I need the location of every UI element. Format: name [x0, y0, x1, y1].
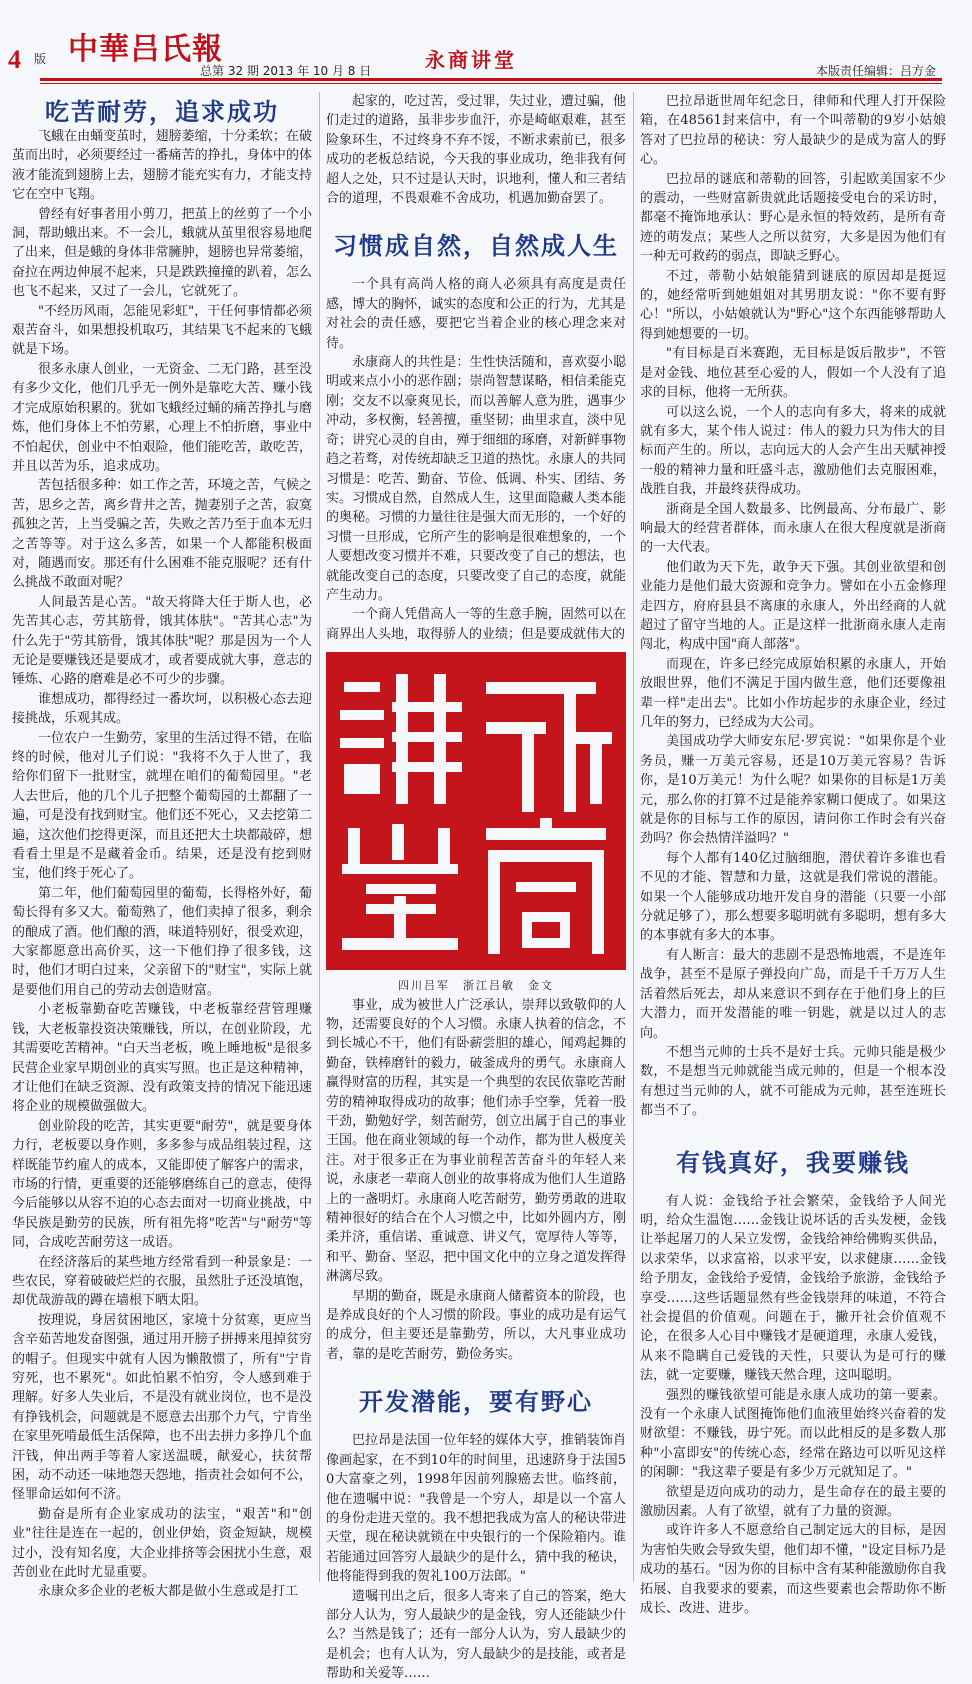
paragraph: 巴拉昂逝世周年纪念日，律师和代理人打开保险箱，在48561封来信中，有一个叫蒂勒的9岁小姑娘答对了巴拉昂的秘诀：穷人最缺少的是成为富人的野心。: [640, 94, 946, 168]
seal-graphic: [326, 652, 626, 970]
paragraph: 巴拉昂是法国一位年轻的媒体大亨，推销装饰肖像画起家，在不到10年的时间里，迅速跻身于法国50大富豪之列，1998年因前列腺癌去世。临终前，他在遗嘱中说："我曾是一个穷人，却是以一个富人的身份走进天堂的。我不想把我成为富人的秘诀带进天堂，现在秘诀就锁在中央银行的一个保险箱内。谁若能通过回答穷人最缺少的是什么，猜中我的秘诀，他将能得到我的贺礼100万法郎。": [326, 1433, 626, 1585]
paragraph: 或许许多人不愿意给自己制定远大的目标，是因为害怕失败会导致失望，他们却不懂，"设定目标乃是成功的基石。"因为你的目标中含有某种能激励你自我拓展、自我要求的要素，而这些要素也会帮助你不断成长、改进、进步。: [640, 1523, 946, 1617]
paragraph: "有目标是百米赛跑，无目标是饭后散步"，不管是对金钱、地位甚至心爱的人，假如一个人没有了追求的目标，他将一无所获。: [640, 346, 946, 401]
column-title: 永商讲堂: [425, 48, 517, 72]
article-body-habit: [326, 275, 626, 644]
paragraph: 小老板靠勤奋吃苦赚钱，中老板靠经营管理赚钱，大老板靠投资决策赚钱，所以，在创业阶段，尤其需要吃苦精神。"白天当老板，晚上睡地板"是很多民营企业家早期创业的真实写照。也正是这种精神，才让他们在缺乏资源、没有政策支持的情况下能迅速将企业的规模做强做大。: [12, 1002, 312, 1115]
column-2: [326, 92, 626, 1684]
newspaper-logo: 中華吕氏報: [68, 32, 223, 67]
paragraph: 按理说，身居贫困地区，家境十分贫寒，更应当含辛茹苦地发奋图强，通过用开膀子拼搏来甩掉贫穷的帽子。但现实中就有人因为懒散惯了，所有"宁肯穷死，也不累死"。如此怕累不怕穷，令人感到难于理解。好多人失业后，不是没有就业岗位，也不是没有挣钱机会，问题就是不愿意去出那个力气，宁肯坐在家里死啃最低生活保障，也不出去拼力多挣几个血汗钱，伸出两手等着人家送温暖，献爱心，扶贫帮困，动不动还一味地怨天怨地，指责社会如何不公，怪罪命运如何不济。: [12, 1312, 312, 1503]
paragraph: 浙商是全国人数最多、比例最高、分布最广、影响最大的经营者群体，而永康人在很大程度就是浙商的一大代表。: [640, 501, 946, 556]
paragraph: 飞蛾在由蛹变茧时，翅膀萎缩，十分柔软；在破茧而出时，必须要经过一番痛苦的挣扎，身体中的体液才能流到翅膀上去，翅膀才能充实有力，才能支持它在空中飞翔。: [12, 129, 312, 203]
article-heading-potential: 开发潜能，要有野心: [359, 1387, 593, 1417]
article-body-continued: [326, 92, 626, 208]
paragraph: 有人说：金钱给予社会繁荣，金钱给予人间光明，给众生温饱……金钱让说坏话的舌头发梗，金钱让举起屠刀的人呆立发愣，金钱给神给佛购买供品，以求荣华，以求富裕，以求平安，以求健康……金钱给予朋友，金钱给予爱情，金钱给予旅游，金钱给予享受……这些话题显然有些金钱崇拜的味道，不符合社会提倡的价值观。问题在于，撇开社会价值观不论，在很多人心目中赚钱才是硬道理，永康人爱钱，从来不隐瞒自己爱钱的天性，只要认为是可行的赚法，就一定要赚，赚钱天然合理，这叫聪明。: [640, 1193, 946, 1384]
paragraph: 创业阶段的吃苦，其实更要"耐劳"，就是要身体力行，老板要以身作则，多多参与成品组装过程，这样既能节约雇人的成本，又能即使了解客户的需求，市场的行情，更重要的还能够磨练自己的意志，使得今后能够以从容不迫的心态去面对一切商业挑战，中华民族是勤劳的民族，所有祖先将"吃苦"与"耐劳"等同，合成吃苦耐劳这一成语。: [12, 1118, 312, 1251]
paragraph: 而现在，许多已经完成原始积累的永康人，开始放眼世界，他们不满足于国内做生意，他们还要像祖辈一样"走出去"。比如小作坊起步的永康企业，经过几年的努力，已经成为大公司。: [640, 656, 946, 730]
page-suffix: 版: [34, 52, 47, 66]
paragraph: 美国成功学大师安东尼·罗宾说："如果你是个业务员，赚一万美元容易，还是10万美元容易？告诉你，是10万美元！为什么呢？如果你的目标是1万美元，那么你的打算不过是能养家糊口便成了。如果这就是你的目标与工作的原因，请问你工作时会有兴奋劲吗？你会热情洋溢吗？": [640, 734, 946, 847]
page-number: 4: [8, 45, 21, 74]
paragraph: 一位农户一生勤劳，家里的生活过得不错，在临终的时候，他对儿子们说："我将不久于人世了，我给你们留下一批财宝，就埋在咱们的葡萄园里。"老人去世后，他的几个儿子把整个葡萄园的土都翻了一遍，可是没有找到财宝。他们还不死心，又去挖第二遍，这次他们挖得更深，而且还把大土块都敲碎，想看看土里是不是藏着金币。结果，还是没有挖到财宝，他们终于死心了。: [12, 730, 312, 882]
paragraph: 有人断言：最大的悲剧不是恐怖地震，不是连年战争，甚至不是原子弹投向广岛，而是千千万万人生活着然后死去，却从来意识不到存在于他们身上的巨大潜力，而开发潜能的唯一钥匙，就是以过人的志向。: [640, 947, 946, 1041]
issue-info: 总第 32 期 2013 年 10 月 8 日: [200, 64, 372, 78]
paragraph: 早期的勤奋，既是永康商人储蓄资本的阶段，也是养成良好的个人习惯的阶段。事业的成功是有运气的成分，但主要还是靠勤劳，所以，大凡事业成功者，靠的是吃苦耐劳，勤俭务实。: [326, 1288, 626, 1362]
paragraph: 勤奋是所有企业家成功的法宝，"艰苦"和"创业"往往是连在一起的，创业伊始，资金短缺，规模过小，没有知名度，大企业排挤等会困扰小生意，艰苦创业在此时尤显重要。: [12, 1506, 312, 1581]
calligraphy-seal-image: [326, 652, 626, 970]
paragraph: 欲望是迈向成功的动力，是生命存在的最主要的激励因素。人有了欲望，就有了力量的资源。: [640, 1484, 946, 1520]
paragraph: 曾经有好事者用小剪刀，把茧上的丝剪了一个小洞，帮助蛾出来。不一会儿，蛾就从茧里很容易地爬了出来，但是蛾的身体非常臃肿，翅膀也异常萎缩，奋拉在两边伸展不起来，只是跌跌撞撞的趴着，怎么也飞不起来，又过了一会儿，它就死了。: [12, 206, 312, 300]
article-body-habit-continued: [326, 996, 626, 1365]
paragraph: 永康商人的共性是：生性快活随和，喜欢耍小聪明或来点小小的恶作剧；崇尚智慧谋略，相信柔能克刚；交友不以豪爽见长，而以善解人意为胜，遇事少冲动，多权衡，轻善擅，重坚韧；曲里求直，淡中见奇；讲究心灵的自由，殚于细细的琢磨，对新鲜事物趋之若骛，对传统却缺乏卫道的热忱。永康人的共同习惯是：吃苦、勤奋、节俭、低调、朴实、团结、务实。习惯成自然，自然成人生，这里面隐藏人类本能的奥秘。习惯的力量往往是强大而无形的，一个好的习惯一旦形成，它所产生的影响是很难想象的，一个人要想改变习惯并不难，只要改变了自己的想法，也就能改变自己的态度，只要改变了自己的态度，就能产生动力。: [326, 355, 626, 603]
paragraph: 起家的，吃过苦，受过罪，失过业，遭过骗，他们走过的道路，虽非步步血汗，亦是崎岖艰难，甚至险象环生，不过终身不弃不馁，不断求索前已，很多成功的老板总结说，今天我的事业成功，绝非我有何超人之处，只不过是认天时，识地利，懂人和三者结合的道理，不畏艰难不舍成功，机遇加勤奋罢了。: [326, 94, 626, 207]
article-heading-hardwork: 吃苦耐劳，追求成功: [45, 97, 279, 126]
paragraph: 一个具有高尚人格的商人必须具有高度是责任感，博大的胸怀，诚实的态度和公正的行为，尤其是对社会的责任感，要把它当着企业的核心理念来对待。: [326, 277, 626, 351]
paragraph: 一个商人凭借高人一等的生意手腕，固然可以在商界出人头地，取得骄人的业绩；但是要成就伟大的: [326, 607, 626, 642]
article-body-hardwork: [12, 127, 312, 1602]
header-rule: [40, 78, 942, 81]
article-heading-money: 有钱真好，我要赚钱: [676, 1147, 910, 1177]
paragraph: 人间最苦是心苦。"故天将降大任于斯人也，必先苦其心志，劳其筋骨，饿其体肤"。"苦其心志"为什么先于"劳其筋骨，饿其体肤"呢？那是因为一个人无论是要赚钱还是要成才，或者要成就大事，意志的锤炼、心路的磨难是必不可少的步骤。: [12, 594, 312, 688]
paragraph: 强烈的赚钱欲望可能是永康人成功的第一要素。没有一个永康人试图掩饰他们血液里始终兴奋着的发财欲望：不赚钱，毋宁死。而以此相反的是多数人那种"小富即安"的传统心态，经常在路边可以听见这样的闲聊："我这辈子要是有多少万元就知足了。": [640, 1387, 946, 1481]
article-body-potential: [326, 1431, 626, 1683]
column-1: [12, 92, 312, 1602]
paragraph: 可以这么说，一个人的志向有多大，将来的成就就有多大，某个伟人说过：伟人的毅力只为伟大的目标而产生的。所以，志向远大的人会产生出天赋神授一般的精神力量和旺盛斗志，激励他们去克服困难，战胜自我，并最终获得成功。: [640, 404, 946, 498]
paragraph: 很多永康人创业，一无资金、二无门路，甚至没有多少文化，他们几乎无一例外是靠吃大苦、赚小钱才完成原始积累的。犹如飞蛾经过蛹的痛苦挣扎与磨炼，他们身体上不怕劳累，心理上不怕折磨，事业中不怕起伏，创业中不怕艰险，他们能吃苦，敢吃苦，并且以苦为乐，追求成功。: [12, 361, 312, 474]
paragraph: 永康众多企业的老板大都是做小生意或是打工: [38, 1584, 299, 1600]
paragraph: 遗嘱刊出之后，很多人寄来了自己的答案，绝大部分人认为，穷人最缺少的是金钱，穷人还能缺少什么？当然是钱了；还有一部分人认为，穷人最缺少的是机会；也有人认为，穷人最缺少的是技能，或者是帮助和关爱等……: [326, 1588, 626, 1682]
seal-caption: 四川吕军 浙江吕敏 金文: [398, 979, 554, 993]
paragraph: 不过，蒂勒小姑娘能猜到谜底的原因却是挺逗的，她经常听到她姐姐对其男朋友说："你不要有野心！"所以，小姑娘就认为"野心"这个东西能够帮助人得到她想要的一切。: [640, 268, 946, 342]
header-rule-thin: [40, 83, 942, 84]
paragraph: 苦包括很多种：如工作之苦，环境之苦，气候之苦，思乡之苦，离乡背井之苦，抛妻别子之苦，寂寞孤独之苦，上当受骗之苦，失败之苦乃至于血本无归之苦等等。对于这么多苦，如果一个人都能积极面对，随遇而安。那还有什么困难不能克服呢？还有什么挑战不敢面对呢？: [12, 478, 312, 591]
masthead: [0, 0, 972, 78]
column-divider: [633, 92, 634, 1582]
paragraph: 不想当元帅的士兵不是好士兵。元帅只能是极少数，不是想当元帅就能当成元帅的，但是一个根本没有想过当元帅的人，就不可能成为元帅，甚至连班长都当不了。: [640, 1044, 946, 1119]
paragraph: 他们敢为天下先，敢争天下强。其创业欲望和创业能力是他们最大资源和竞争力。譬如在小五金修理走四方，府府县县不离康的永康人，外出经商的人就超过了留守当地的人。正是这样一批浙商永康人走南闯北，构成中国"商人部落"。: [640, 559, 946, 653]
paragraph: 事业，成为被世人广泛承认，崇拜以致敬仰的人物，还需要良好的个人习惯。永康人执着的信念，不到长城心不干，他们有卧薪尝胆的雄心，闻鸡起舞的勤奋，铁棒磨针的毅力，破釜成舟的勇气。永康商人赢得财富的历程，其实是一个典型的农民依靠吃苦耐劳的精神取得成功的故事；他们赤手空拳，凭着一股干劲，勤勉好学，刻苦耐劳，创立出属于自己的事业王国。他在商业领域的每一个动作，都为世人极度关注。对于很多正在为事业前程苦苦奋斗的年轻人来说，永康老一辈商人创业的故事将成为他们人生道路上的一盏明灯。永康商人吃苦耐劳，勤劳勇敢的进取精神很好的结合在个人习惯之中，比如外圆内方，刚柔并济，重信诺、重诚意、讲义气，宽厚待人等等，和平、勤奋、坚忍，把中国文化中的立身之道发挥得淋漓尽致。: [326, 997, 626, 1285]
editor-credit: 本版责任编辑：吕方金: [815, 64, 936, 78]
paragraph: 巴拉昂的谜底和蒂勒的回答，引起欧美国家不少的震动，一些财富新贵就此话题接受电台的采访时，都毫不掩饰地承认：野心是永恒的特效药，是所有奇迹的萌发点；某些人之所以贫穷，大多是因为他们有一种无可救药的弱点，即缺乏野心。: [640, 171, 946, 265]
paragraph: 在经济落后的某些地方经常看到一种景象是：一些农民，穿着破破烂烂的衣服，虽然肚子还没填饱，却优哉游哉的蹲在墙根下晒太阳。: [12, 1254, 312, 1309]
column-3: [640, 92, 946, 1618]
paragraph: "不经历风雨，怎能见彩虹"，干任何事情都必须艰苦奋斗，如果想投机取巧，其结果飞不起来的飞蛾就是下场。: [12, 303, 312, 358]
article-body-money: [640, 1192, 946, 1619]
paragraph: 谁想成功，都得经过一番坎坷，以积极心态去迎接挑战，乐观其成。: [12, 691, 312, 727]
article-heading-habit: 习惯成自然，自然成人生: [333, 231, 619, 261]
column-divider: [319, 92, 320, 1582]
paragraph: 第二年，他们葡萄园里的葡萄，长得格外好，葡萄长得有多又大。葡萄熟了，他们卖掉了很多，剩余的酿成了酒。他们酿的酒，味道特别好，很受欢迎，大家都愿意出高价买，这一下他们挣了很多钱，这时，他们才明白过来，父亲留下的"财宝"，实际上就是要他们用自己的劳动去创造财富。: [12, 885, 312, 998]
article-body-potential-continued: [640, 92, 946, 1121]
paragraph: 每个人都有140亿过脑细胞，潜伏着许多谁也看不见的才能、智慧和力量，这就是我们常说的潜能。如果一个人能够成功地开发自身的潜能（只要一小部分就足够了），那么想要多聪明就有多聪明，想有多大的本事就有多大的本事。: [640, 850, 946, 944]
